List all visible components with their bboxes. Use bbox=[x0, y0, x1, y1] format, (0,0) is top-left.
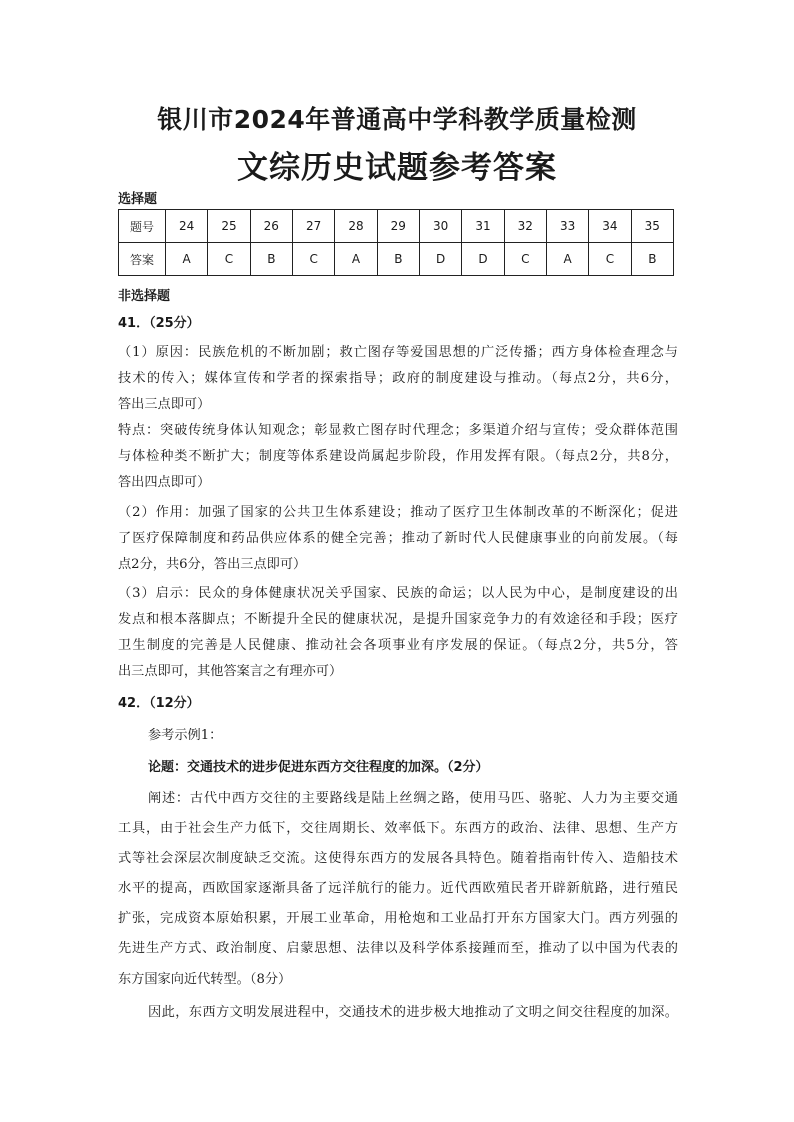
question-number-cell: 35 bbox=[631, 210, 673, 243]
document-subtitle: 文综历史试题参考答案 bbox=[237, 150, 557, 186]
answer-cell: C bbox=[589, 243, 631, 276]
conclusion-line: 因此，东西方文明发展进程中，交通技术的进步极大地推动了文明之间交往程度的加深。 bbox=[148, 1005, 678, 1020]
answer-line: 水平的提高，西欧国家逐渐具备了远洋航行的能力。近代西欧殖民者开辟新航路，进行殖民 bbox=[118, 881, 678, 896]
answer-line: 了医疗保障制度和药品供应体系的健全完善；推动了新时代人民健康事业的向前发展。（每 bbox=[118, 531, 678, 546]
answer-line: （3）启示：民众的身体健康状况关乎国家、民族的命运；以人民为中心，是制度建设的出 bbox=[118, 586, 678, 601]
answer-cell: B bbox=[250, 243, 292, 276]
question-number-cell: 31 bbox=[462, 210, 504, 243]
question-number-cell: 30 bbox=[419, 210, 461, 243]
question-41-header: 41．（25分） bbox=[118, 316, 200, 331]
document-title: 银川市2024年普通高中学科教学质量检测 bbox=[157, 105, 637, 134]
example-label: 参考示例1： bbox=[148, 728, 223, 743]
answer-line: 工具，由于社会生产力低下，交往周期长、效率低下。东西方的政治、法律、思想、生产方 bbox=[118, 821, 678, 836]
question-number-cell: 25 bbox=[208, 210, 250, 243]
answer-cell: C bbox=[292, 243, 334, 276]
table-row-header: 答案 bbox=[119, 243, 166, 276]
answer-cell: C bbox=[208, 243, 250, 276]
answer-line: 技术的传入；媒体宣传和学者的探索指导；政府的制度建设与推动。（每点2分，共6分， bbox=[118, 371, 678, 386]
answer-cell: A bbox=[335, 243, 377, 276]
answer-line: 特点：突破传统身体认知观念；彰显救亡图存时代理念；多渠道介绍与宣传；受众群体范围 bbox=[118, 423, 678, 438]
answer-line: 与体检种类不断扩大；制度等体系建设尚属起步阶段，作用发挥有限。（每点2分，共8分， bbox=[118, 449, 678, 464]
thesis-line: 论题：交通技术的进步促进东西方交往程度的加深。（2分） bbox=[148, 760, 489, 775]
table-row-numbers bbox=[119, 210, 674, 243]
answer-line: （2）作用：加强了国家的公共卫生体系建设；推动了医疗卫生体制改革的不断深化；促进 bbox=[118, 505, 678, 520]
question-42-header: 42．（12分） bbox=[118, 696, 200, 711]
table-row-answers bbox=[119, 243, 674, 276]
answer-cell: C bbox=[504, 243, 546, 276]
answer-line: 答出三点即可） bbox=[118, 397, 211, 412]
answer-cell: B bbox=[377, 243, 419, 276]
answer-cell: A bbox=[166, 243, 208, 276]
answer-line: 东方国家向近代转型。（8分） bbox=[118, 972, 292, 987]
nonchoice-section-label: 非选择题 bbox=[118, 289, 171, 304]
answer-cell: D bbox=[419, 243, 461, 276]
answer-line: 出三点即可，其他答案言之有理亦可） bbox=[118, 664, 343, 679]
answer-line: 发点和根本落脚点；不断提升全民的健康状况，是提升国家竞争力的有效途径和手段；医疗 bbox=[118, 612, 678, 627]
answer-cell: B bbox=[631, 243, 673, 276]
table-row-header: 题号 bbox=[119, 210, 166, 243]
answer-line: 式等社会深层次制度缺乏交流。这使得东西方的发展各具特色。随着指南针传入、造船技术 bbox=[118, 851, 678, 866]
question-number-cell: 27 bbox=[292, 210, 334, 243]
answer-line: 扩张，完成资本原始积累，开展工业革命，用枪炮和工业品打开东方国家大门。西方列强的 bbox=[118, 911, 678, 926]
question-number-cell: 32 bbox=[504, 210, 546, 243]
question-number-cell: 29 bbox=[377, 210, 419, 243]
answer-line: 点2分，共6分，答出三点即可） bbox=[118, 557, 307, 572]
answer-table bbox=[118, 209, 674, 276]
answer-line: 先进生产方式、政治制度、启蒙思想、法律以及科学体系接踵而至，推动了以中国为代表的 bbox=[118, 941, 678, 956]
answer-cell: A bbox=[546, 243, 588, 276]
question-number-cell: 26 bbox=[250, 210, 292, 243]
question-number-cell: 33 bbox=[546, 210, 588, 243]
answer-line: 答出四点即可） bbox=[118, 475, 211, 490]
question-number-cell: 28 bbox=[335, 210, 377, 243]
question-number-cell: 34 bbox=[589, 210, 631, 243]
answer-line: 卫生制度的完善是人民健康、推动社会各项事业有序发展的保证。（每点2分，共5分，答 bbox=[118, 638, 678, 653]
answer-line: 阐述：古代中西方交往的主要路线是陆上丝绸之路，使用马匹、骆驼、人力为主要交通 bbox=[148, 791, 678, 806]
answer-cell: D bbox=[462, 243, 504, 276]
choice-section-label: 选择题 bbox=[118, 192, 158, 207]
question-number-cell: 24 bbox=[166, 210, 208, 243]
answer-line: （1）原因：民族危机的不断加剧；救亡图存等爱国思想的广泛传播；西方身体检查理念与 bbox=[118, 345, 678, 360]
